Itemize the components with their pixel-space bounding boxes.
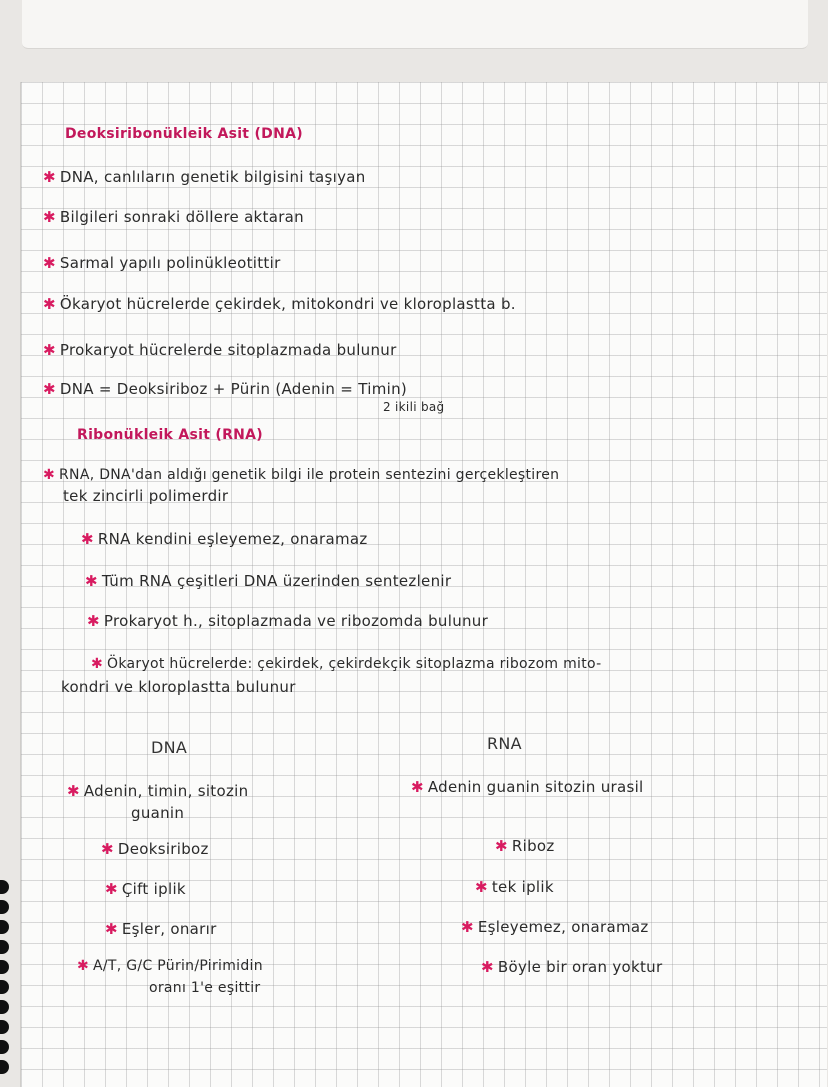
star-bullet-icon: ✱: [77, 958, 90, 974]
dna-repair-text: Eşler, onarır: [121, 920, 217, 938]
star-bullet-icon: ✱: [481, 958, 494, 976]
dna-ratio-text: A/T, G/C Pürin/Pirimidin: [93, 958, 263, 974]
star-bullet-icon: ✱: [43, 208, 56, 226]
dna-note-6: [43, 380, 407, 398]
dna-note-4-text: Ökaryot hücrelerde çekirdek, mitokondri ve kloroplastta b.: [59, 295, 516, 313]
star-bullet-icon: ✱: [43, 254, 56, 272]
star-bullet-icon: ✱: [87, 612, 100, 630]
star-bullet-icon: ✱: [85, 572, 98, 590]
dna-note-5: [43, 341, 397, 359]
rna-repair: [461, 918, 649, 936]
dna-note-3: [43, 254, 281, 272]
dna-ratio: [77, 958, 263, 974]
rna-sugar: [495, 837, 555, 855]
star-bullet-icon: ✱: [461, 918, 474, 936]
star-bullet-icon: ✱: [105, 920, 118, 938]
dna-note-5-text: Prokaryot hücrelerde sitoplazmada bulunur: [59, 341, 397, 359]
dna-note-2-text: Bilgileri sonraki döllere aktaran: [59, 208, 304, 226]
dna-note-6-text: DNA = Deoksiriboz + Pürin (Adenin = Timin): [59, 380, 408, 398]
dna-note-2: [43, 208, 304, 226]
dna-note-4: [43, 295, 516, 313]
previous-page-edge: [22, 0, 808, 49]
rna-sugar-text: Riboz: [511, 837, 555, 855]
star-bullet-icon: ✱: [43, 341, 56, 359]
rna-note-3: [87, 612, 488, 630]
star-bullet-icon: ✱: [411, 778, 424, 796]
star-bullet-icon: ✱: [105, 880, 118, 898]
rna-intro-cont: tek zincirli polimerdir: [63, 487, 229, 505]
dna-note-1-text: DNA, canlıların genetik bilgisini taşıyan: [59, 168, 366, 186]
rna-column-title: RNA: [487, 734, 522, 753]
star-bullet-icon: ✱: [81, 530, 94, 548]
rna-note-1-text: RNA kendini eşleyemez, onaramaz: [97, 530, 368, 548]
star-bullet-icon: ✱: [67, 782, 80, 800]
star-bullet-icon: ✱: [43, 380, 56, 398]
dna-strand: [105, 880, 186, 898]
rna-intro: [43, 467, 559, 483]
bond-note: 2 ikili bağ: [383, 400, 445, 414]
rna-note-4-cont: kondri ve kloroplastta bulunur: [61, 678, 296, 696]
dna-heading: Deoksiribonükleik Asit (DNA): [65, 126, 303, 142]
dna-repair: [105, 920, 217, 938]
rna-strand: [475, 878, 554, 896]
rna-note-2-text: Tüm RNA çeşitleri DNA üzerinden sentezlenir: [101, 572, 452, 590]
dna-sugar-text: Deoksiriboz: [117, 840, 209, 858]
rna-bases: [411, 778, 644, 796]
star-bullet-icon: ✱: [101, 840, 114, 858]
dna-bases-text: Adenin, timin, sitozin: [83, 782, 249, 800]
dna-sugar: [101, 840, 209, 858]
rna-bases-text: Adenin guanin sitozin urasil: [427, 778, 644, 796]
rna-heading: Ribonükleik Asit (RNA): [77, 427, 264, 443]
star-bullet-icon: ✱: [43, 168, 56, 186]
star-bullet-icon: ✱: [43, 295, 56, 313]
star-bullet-icon: ✱: [43, 467, 56, 483]
rna-note-2: [85, 572, 451, 590]
dna-note-1: [43, 168, 366, 186]
rna-strand-text: tek iplik: [491, 878, 554, 896]
grid-paper-sheet: [20, 82, 827, 1087]
rna-intro-text: RNA, DNA'dan aldığı genetik bilgi ile protein sentezini gerçekleştiren: [59, 467, 560, 483]
star-bullet-icon: ✱: [495, 837, 508, 855]
star-bullet-icon: ✱: [475, 878, 488, 896]
rna-note-1: [81, 530, 368, 548]
dna-note-3-text: Sarmal yapılı polinükleotittir: [59, 254, 281, 272]
rna-note-4: [91, 656, 602, 672]
rna-note-4-text: Ökaryot hücrelerde: çekirdek, çekirdekçik sitoplazma ribozom mito-: [107, 656, 602, 672]
rna-note-3-text: Prokaryot h., sitoplazmada ve ribozomda bulunur: [103, 612, 489, 630]
rna-repair-text: Eşleyemez, onaramaz: [477, 918, 649, 936]
dna-bases: [67, 782, 248, 800]
rna-ratio-text: Böyle bir oran yoktur: [497, 958, 663, 976]
dna-strand-text: Çift iplik: [121, 880, 186, 898]
rna-ratio: [481, 958, 662, 976]
dna-bases-cont: guanin: [131, 804, 185, 822]
dna-ratio-cont: oranı 1'e eşittir: [149, 980, 261, 996]
notebook-spiral-binding: [0, 880, 9, 1087]
star-bullet-icon: ✱: [91, 656, 104, 672]
dna-column-title: DNA: [151, 738, 188, 757]
